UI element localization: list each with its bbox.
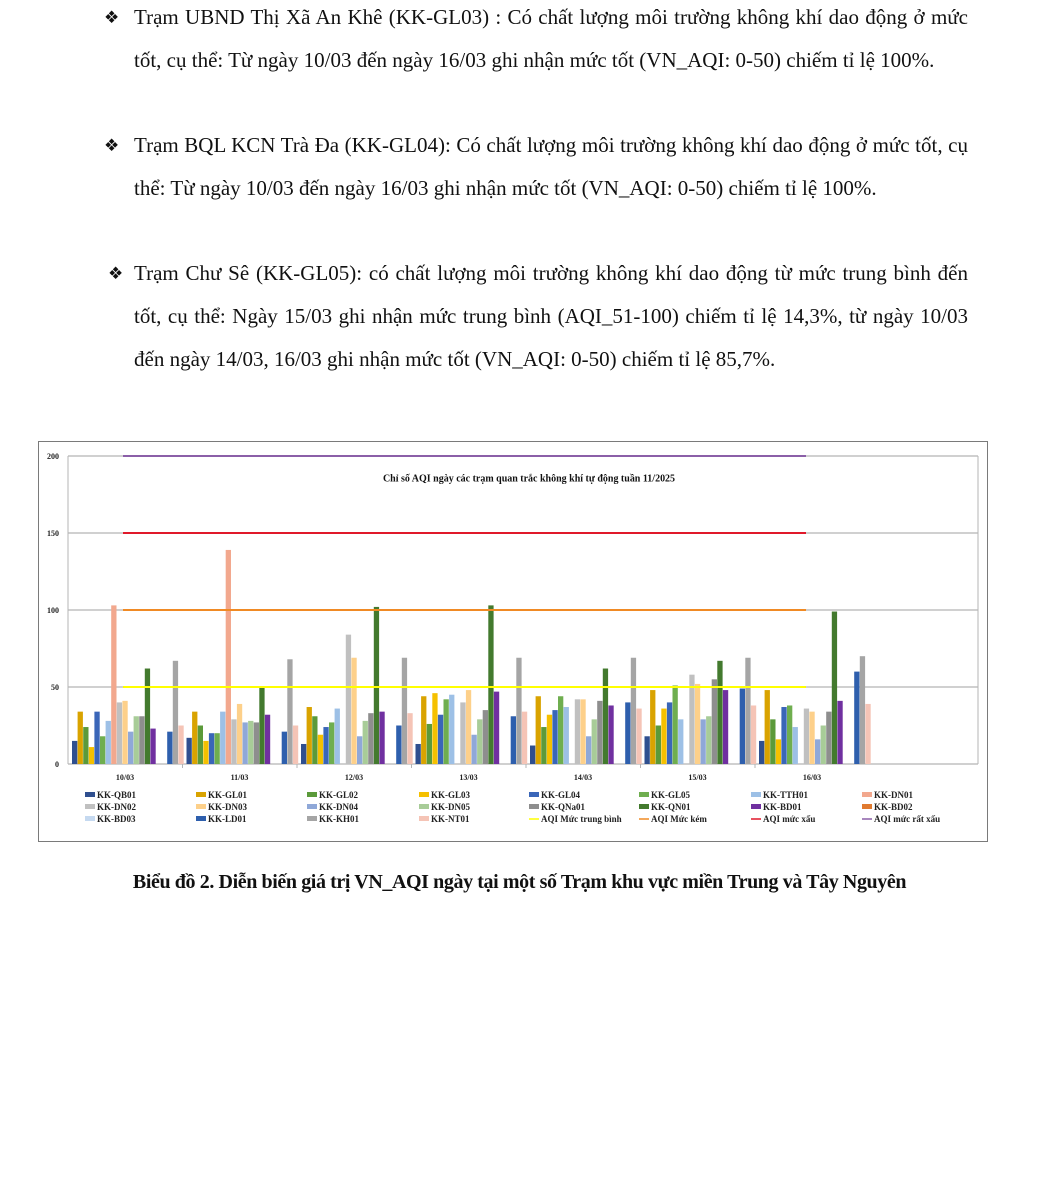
- legend-label: AQI Mức kém: [651, 814, 707, 824]
- bar-kk-gl02-10-03: [83, 727, 88, 764]
- legend-item: [196, 814, 247, 824]
- legend-item: [751, 790, 809, 800]
- bar-kk-kh01-13-03: [516, 658, 521, 764]
- bars: [72, 550, 871, 764]
- bar-kk-kh01-10-03: [173, 661, 178, 764]
- bar-kk-ld01-10-03: [167, 732, 172, 764]
- bar-kk-kh01-14-03: [631, 658, 636, 764]
- x-tick-label: 12/03: [344, 773, 364, 782]
- legend-label: KK-QNa01: [541, 802, 585, 812]
- bar-kk-bd01-12-03: [379, 712, 384, 764]
- bar-kk-gl01-16-03: [765, 690, 770, 764]
- bar-kk-ld01-15-03: [740, 689, 745, 764]
- bar-kk-bd01-11-03: [265, 715, 270, 764]
- bar-kk-gl01-10-03: [78, 712, 83, 764]
- bar-kk-qn01-12-03: [374, 607, 379, 764]
- bar-kk-nt01-16-03: [865, 704, 870, 764]
- legend-item: [529, 802, 585, 812]
- bar-kk-qb01-10-03: [72, 741, 77, 764]
- paragraph-text: Trạm UBND Thị Xã An Khê (KK-GL03) : Có chất lượng môi trường không khí dao động ở mức tốt, cụ thể: Từ ngày 10/03 đến ngày 16/03 ghi nhận mức tốt (VN_AQI: 0-50) chiếm tỉ lệ 100%.: [134, 5, 968, 72]
- bar-kk-qb01-14-03: [530, 746, 535, 764]
- legend-item: [196, 802, 247, 812]
- y-tick-label: 150: [47, 529, 59, 538]
- legend-label: AQI mức rất xấu: [874, 814, 941, 824]
- bar-kk-nt01-10-03: [178, 726, 183, 765]
- bar-kk-qna01-11-03: [254, 722, 259, 764]
- bar-kk-dn03-16-03: [809, 712, 814, 764]
- y-axis-ticks: [47, 452, 59, 769]
- bar-kk-dn05-15-03: [706, 716, 711, 764]
- bar-kk-tth01-12-03: [335, 709, 340, 764]
- bar-kk-qna01-12-03: [368, 713, 373, 764]
- diamond-bullet-icon: ❖: [104, 136, 120, 155]
- bar-kk-gl03-16-03: [776, 739, 781, 764]
- bar-kk-qn01-15-03: [717, 661, 722, 764]
- legend-item: [862, 802, 913, 812]
- bar-kk-tth01-11-03: [220, 712, 225, 764]
- bar-kk-bd01-10-03: [150, 729, 155, 764]
- bar-kk-qna01-13-03: [483, 710, 488, 764]
- bar-kk-dn04-10-03: [128, 732, 133, 764]
- bar-kk-gl01-12-03: [307, 707, 312, 764]
- legend-label: KK-GL03: [431, 790, 471, 800]
- reference-lines: [123, 456, 806, 687]
- bar-kk-gl01-14-03: [536, 696, 541, 764]
- legend-item: [85, 790, 137, 800]
- legend-label: KK-DN05: [431, 802, 470, 812]
- bar-kk-gl02-12-03: [312, 716, 317, 764]
- legend: [85, 790, 940, 824]
- bar-kk-dn03-12-03: [351, 658, 356, 764]
- paragraph-text: Trạm BQL KCN Trà Đa (KK-GL04): Có chất lượng môi trường không khí dao động ở mức tốt, cụ thể: Từ ngày 10/03 đến ngày 16/03 ghi nhận mức tốt (VN_AQI: 0-50) chiếm tỉ lệ 100%.: [134, 133, 968, 200]
- x-tick-label: 13/03: [459, 773, 478, 782]
- legend-item: [85, 802, 136, 812]
- legend-item: [862, 814, 940, 824]
- legend-item: [307, 802, 358, 812]
- bar-kk-gl02-15-03: [656, 726, 661, 765]
- legend-label: KK-KH01: [319, 814, 359, 824]
- bar-kk-qn01-13-03: [488, 605, 493, 764]
- bar-kk-gl02-11-03: [198, 726, 203, 765]
- bar-kk-nt01-13-03: [522, 712, 527, 764]
- bar-kk-gl04-11-03: [209, 733, 214, 764]
- bar-kk-ld01-12-03: [396, 726, 401, 765]
- legend-label: KK-LD01: [208, 814, 247, 824]
- bar-kk-gl05-13-03: [444, 699, 449, 764]
- legend-item: [862, 790, 913, 800]
- bar-kk-ld01-11-03: [282, 732, 287, 764]
- bar-kk-nt01-12-03: [407, 713, 412, 764]
- bar-kk-gl02-16-03: [770, 719, 775, 764]
- legend-label: KK-DN01: [874, 790, 913, 800]
- legend-label: AQI mức xấu: [763, 814, 816, 824]
- legend-item: [307, 814, 359, 824]
- figure-caption: Biểu đồ 2. Diễn biến giá trị VN_AQI ngày tại một số Trạm khu vực miền Trung và Tây Nguyên: [132, 871, 907, 893]
- bar-kk-gl04-12-03: [323, 727, 328, 764]
- legend-item: [529, 790, 581, 800]
- bar-kk-gl03-12-03: [318, 735, 323, 764]
- bar-kk-gl01-11-03: [192, 712, 197, 764]
- legend-item: [751, 802, 802, 812]
- bar-kk-dn05-12-03: [363, 721, 368, 764]
- bar-kk-qb01-12-03: [301, 744, 306, 764]
- legend-swatch-icon: [419, 804, 429, 809]
- bar-kk-qna01-14-03: [597, 701, 602, 764]
- bar-kk-dn01-11-03: [226, 550, 231, 764]
- y-tick-label: 0: [55, 760, 59, 769]
- x-tick-label: 14/03: [573, 773, 593, 782]
- bar-kk-tth01-13-03: [449, 695, 454, 764]
- y-tick-label: 200: [47, 452, 59, 461]
- legend-item: [639, 790, 691, 800]
- legend-label: KK-NT01: [431, 814, 470, 824]
- chart-title: Chỉ số AQI ngày các trạm quan trắc không khí tự động tuần 11/2025: [382, 473, 676, 485]
- legend-label: KK-GL05: [651, 790, 691, 800]
- aqi-chart-svg: [39, 442, 989, 843]
- x-axis-ticks: [116, 764, 821, 782]
- bar-kk-nt01-11-03: [293, 726, 298, 765]
- legend-label: KK-DN04: [319, 802, 358, 812]
- bar-kk-bd01-15-03: [723, 690, 728, 764]
- bar-kk-tth01-15-03: [678, 719, 683, 764]
- bar-kk-dn03-10-03: [122, 701, 127, 764]
- legend-swatch-icon: [751, 792, 761, 797]
- bar-kk-qb01-15-03: [645, 736, 650, 764]
- bar-kk-gl05-10-03: [100, 736, 105, 764]
- legend-swatch-icon: [529, 792, 539, 797]
- bar-kk-gl05-15-03: [673, 685, 678, 764]
- bar-kk-qb01-11-03: [187, 738, 192, 764]
- legend-swatch-icon: [196, 804, 206, 809]
- bar-kk-ld01-16-03: [854, 672, 859, 764]
- bar-kk-gl03-13-03: [432, 693, 437, 764]
- bar-kk-gl04-16-03: [781, 707, 786, 764]
- x-tick-label: 11/03: [230, 773, 249, 782]
- bar-kk-dn05-10-03: [134, 716, 139, 764]
- bar-kk-bd01-13-03: [494, 692, 499, 764]
- bar-kk-tth01-16-03: [793, 727, 798, 764]
- legend-item: [639, 802, 691, 812]
- legend-swatch-icon: [307, 804, 317, 809]
- legend-item: [196, 790, 248, 800]
- bar-kk-dn05-13-03: [477, 719, 482, 764]
- bar-kk-gl03-15-03: [661, 709, 666, 764]
- bar-kk-qna01-16-03: [826, 712, 831, 764]
- bar-kk-dn05-14-03: [592, 719, 597, 764]
- bar-kk-gl02-14-03: [541, 727, 546, 764]
- legend-swatch-icon: [639, 792, 649, 797]
- bar-kk-gl03-14-03: [547, 715, 552, 764]
- bar-kk-dn02-16-03: [804, 709, 809, 764]
- legend-swatch-icon: [307, 792, 317, 797]
- bar-kk-tth01-14-03: [564, 707, 569, 764]
- paragraph-kk-gl03: [104, 0, 968, 82]
- bar-kk-kh01-11-03: [287, 659, 292, 764]
- legend-label: KK-BD01: [763, 802, 802, 812]
- x-tick-label: 16/03: [802, 773, 822, 782]
- bar-kk-gl03-11-03: [203, 741, 208, 764]
- bar-kk-kh01-12-03: [402, 658, 407, 764]
- legend-swatch-icon: [85, 804, 95, 809]
- bar-kk-dn02-15-03: [689, 675, 694, 764]
- legend-label: KK-GL04: [541, 790, 581, 800]
- legend-swatch-icon: [751, 804, 761, 809]
- bar-kk-dn04-13-03: [472, 735, 477, 764]
- legend-item: [529, 814, 622, 824]
- legend-label: KK-GL02: [319, 790, 359, 800]
- legend-swatch-icon: [196, 816, 206, 821]
- legend-label: KK-GL01: [208, 790, 248, 800]
- bar-kk-gl05-11-03: [215, 733, 220, 764]
- bar-kk-qb01-13-03: [416, 744, 421, 764]
- bar-kk-qb01-16-03: [759, 741, 764, 764]
- legend-swatch-icon: [419, 816, 429, 821]
- legend-item: [85, 814, 136, 824]
- bar-kk-nt01-15-03: [751, 705, 756, 764]
- bar-kk-qna01-15-03: [712, 679, 717, 764]
- bar-kk-gl05-16-03: [787, 705, 792, 764]
- aqi-chart: [38, 441, 988, 842]
- bar-kk-dn05-11-03: [248, 721, 253, 764]
- legend-swatch-icon: [862, 804, 872, 809]
- x-tick-label: 10/03: [115, 773, 135, 782]
- legend-swatch-icon: [419, 792, 429, 797]
- bar-kk-gl04-15-03: [667, 702, 672, 764]
- legend-swatch-icon: [529, 804, 539, 809]
- legend-item: [419, 790, 471, 800]
- legend-item: [419, 802, 470, 812]
- y-tick-label: 50: [51, 683, 59, 692]
- bar-kk-gl01-13-03: [421, 696, 426, 764]
- bar-kk-ld01-14-03: [625, 702, 630, 764]
- legend-swatch-icon: [85, 816, 95, 821]
- legend-item: [419, 814, 470, 824]
- bar-kk-dn02-10-03: [117, 702, 122, 764]
- bar-kk-dn03-14-03: [580, 699, 585, 764]
- legend-item: [307, 790, 359, 800]
- legend-label: KK-DN03: [208, 802, 247, 812]
- bar-kk-gl04-13-03: [438, 715, 443, 764]
- bar-kk-dn03-13-03: [466, 690, 471, 764]
- bar-kk-bd01-14-03: [608, 705, 613, 764]
- legend-label: KK-BD02: [874, 802, 913, 812]
- legend-item: [639, 814, 707, 824]
- bar-kk-dn05-16-03: [821, 726, 826, 765]
- bar-kk-gl01-15-03: [650, 690, 655, 764]
- y-tick-label: 100: [47, 606, 59, 615]
- paragraph-kk-gl05: [104, 252, 968, 381]
- paragraph-text: Trạm Chư Sê (KK-GL05): có chất lượng môi trường không khí dao động từ mức trung bình đến tốt, cụ thể: Ngày 15/03 ghi nhận mức trung bình (AQI_51-100) chiếm tỉ lệ 14,3%, từ ngày 10/03 đến ngày 14/03, 16/03 ghi nhận mức tốt (VN_AQI: 0-50) chiếm tỉ lệ 85,7%.: [134, 261, 968, 371]
- bar-kk-gl05-14-03: [558, 696, 563, 764]
- bar-kk-bd01-16-03: [837, 701, 842, 764]
- bar-kk-tth01-10-03: [106, 721, 111, 764]
- diamond-bullet-icon: ❖: [104, 8, 120, 27]
- diamond-bullet-icon: ❖: [108, 264, 124, 283]
- legend-label: KK-QB01: [97, 790, 137, 800]
- bar-kk-gl05-12-03: [329, 722, 334, 764]
- legend-swatch-icon: [307, 816, 317, 821]
- legend-swatch-icon: [196, 792, 206, 797]
- bar-kk-gl04-14-03: [552, 710, 557, 764]
- bar-kk-dn04-12-03: [357, 736, 362, 764]
- bar-kk-dn04-14-03: [586, 736, 591, 764]
- legend-swatch-icon: [85, 792, 95, 797]
- bar-kk-dn03-11-03: [237, 704, 242, 764]
- bar-kk-dn03-15-03: [695, 684, 700, 764]
- bar-kk-qn01-11-03: [259, 687, 264, 764]
- bar-kk-dn04-11-03: [243, 722, 248, 764]
- bar-kk-dn04-16-03: [815, 739, 820, 764]
- bar-kk-qna01-10-03: [139, 716, 144, 764]
- bar-kk-gl03-10-03: [89, 747, 94, 764]
- bar-kk-dn02-14-03: [575, 699, 580, 764]
- bar-kk-dn04-15-03: [701, 719, 706, 764]
- bar-kk-gl04-10-03: [94, 712, 99, 764]
- bar-kk-ld01-13-03: [511, 716, 516, 764]
- bar-kk-kh01-16-03: [860, 656, 865, 764]
- bar-kk-qn01-10-03: [145, 669, 150, 764]
- bar-kk-dn01-10-03: [111, 605, 116, 764]
- legend-swatch-icon: [862, 792, 872, 797]
- legend-label: KK-TTH01: [763, 790, 809, 800]
- legend-item: [751, 814, 815, 824]
- bar-kk-gl02-13-03: [427, 724, 432, 764]
- legend-label: KK-BD03: [97, 814, 136, 824]
- legend-label: AQI Mức trung bình: [541, 814, 622, 824]
- bar-kk-dn02-13-03: [460, 702, 465, 764]
- legend-label: KK-QN01: [651, 802, 691, 812]
- bar-kk-qn01-14-03: [603, 669, 608, 764]
- bar-kk-qn01-16-03: [832, 612, 837, 764]
- legend-swatch-icon: [639, 804, 649, 809]
- x-tick-label: 15/03: [688, 773, 707, 782]
- legend-label: KK-DN02: [97, 802, 136, 812]
- bar-kk-nt01-14-03: [636, 709, 641, 764]
- bar-kk-kh01-15-03: [745, 658, 750, 764]
- bar-kk-dn02-11-03: [231, 719, 236, 764]
- paragraph-kk-gl04: [104, 124, 968, 210]
- bar-kk-dn02-12-03: [346, 635, 351, 764]
